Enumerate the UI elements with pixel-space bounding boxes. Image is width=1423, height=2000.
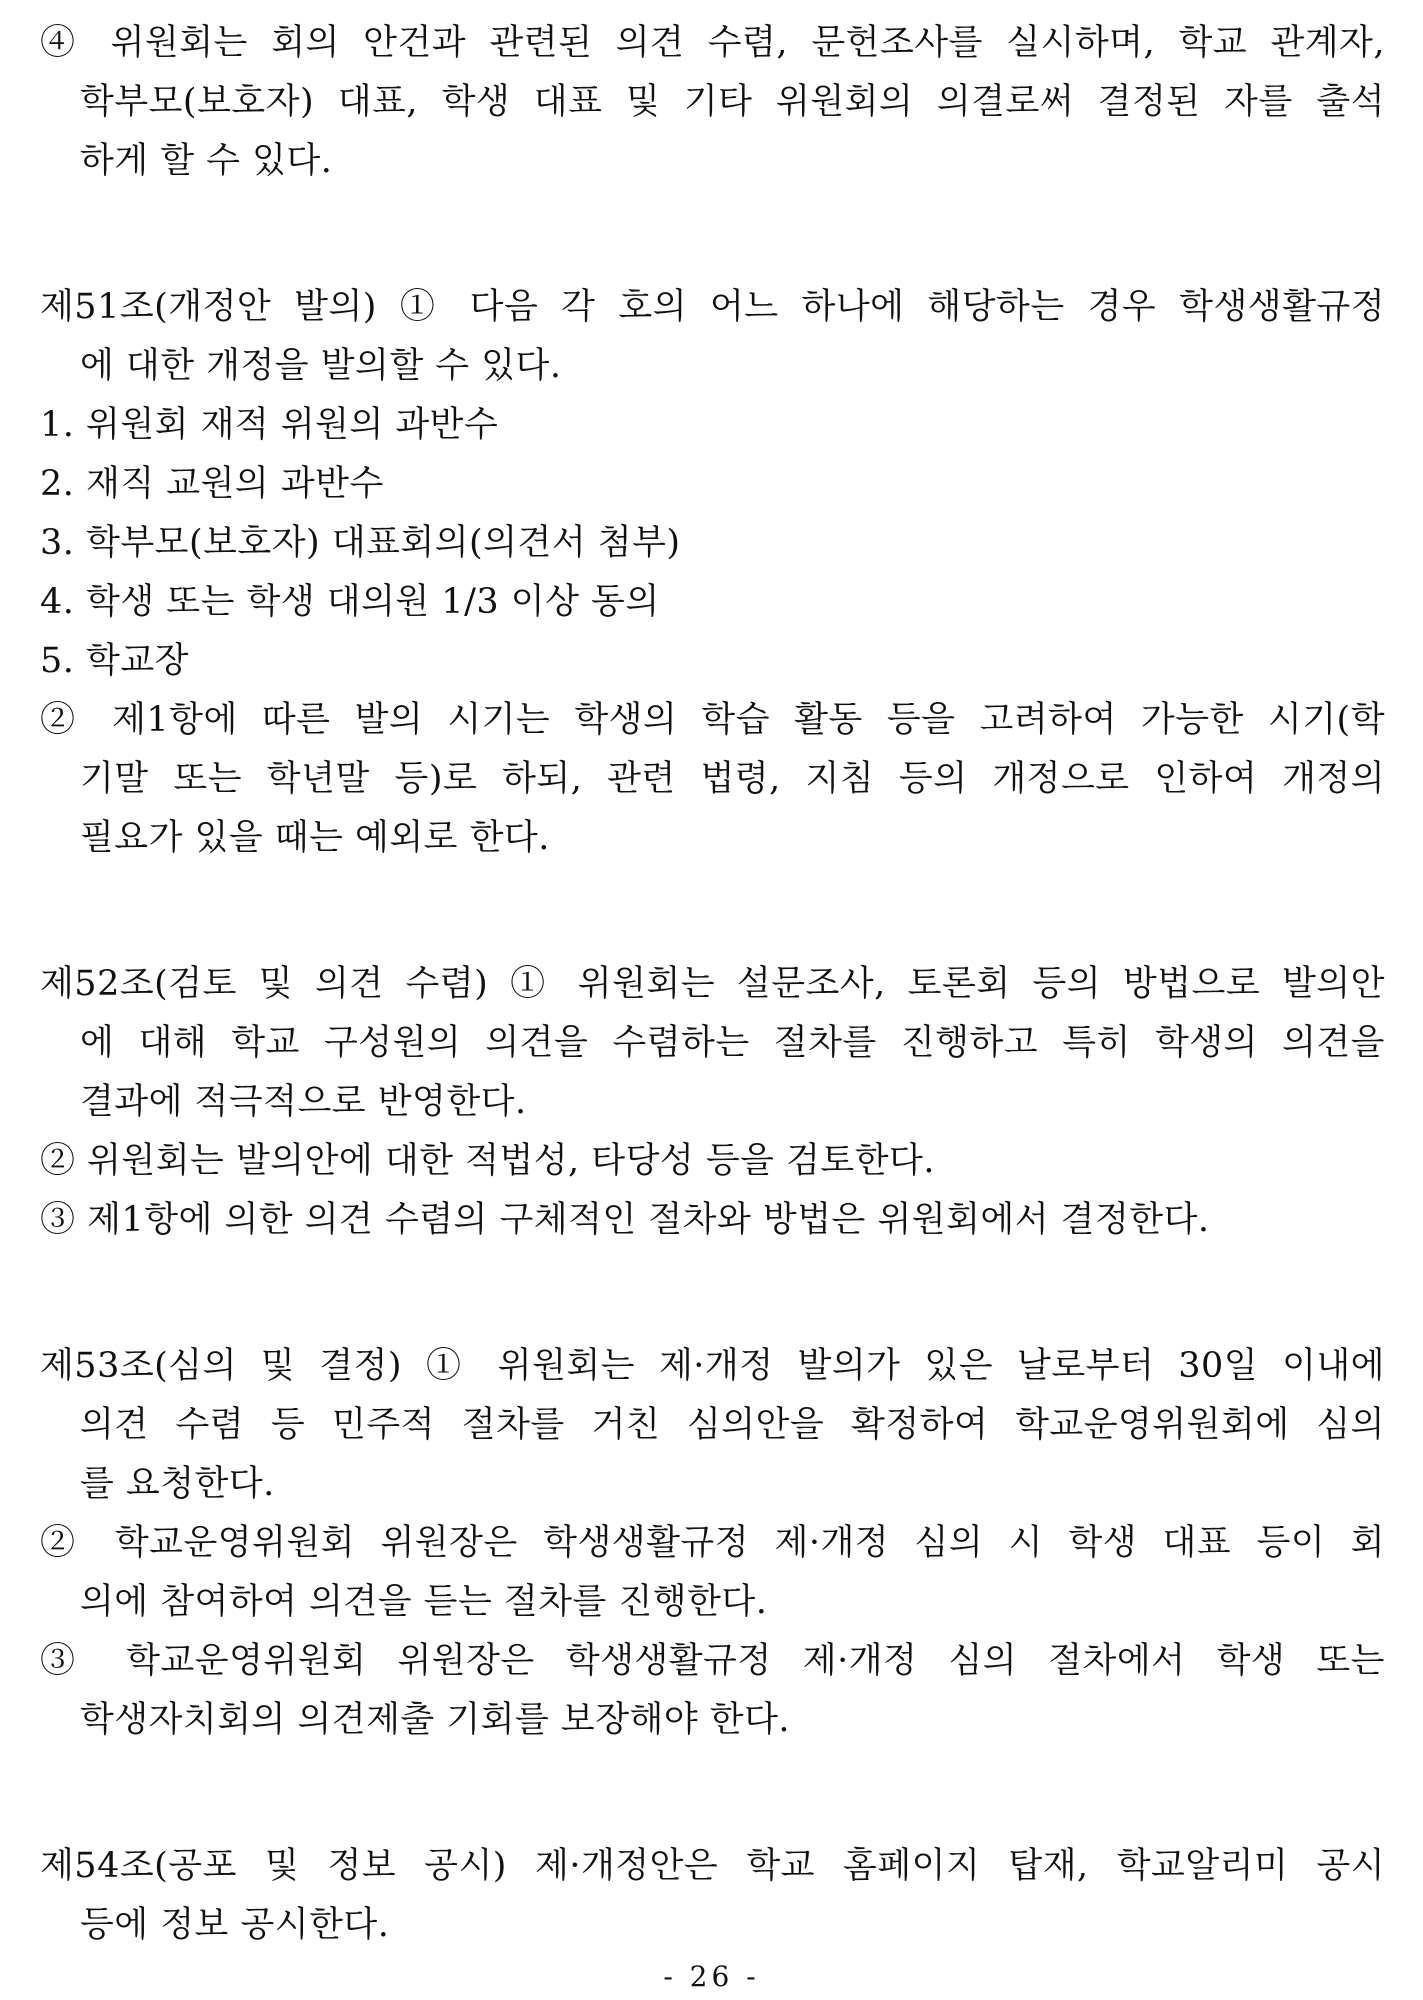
text-line: ② 위원회는 발의안에 대한 적법성, 타당성 등을 검토한다. bbox=[40, 1141, 935, 1181]
text-line: 필요가 있을 때는 예외로 한다. bbox=[80, 818, 550, 858]
article-53 bbox=[40, 1337, 1385, 1750]
text-line: ③ 학교운영위원회 위원장은 학생생활규정 제·개정 심의 절차에서 학생 또는 bbox=[40, 1641, 1385, 1681]
text-line: 에 대해 학교 구성원의 의견을 수렴하는 절차를 진행하고 특히 학생의 의견을 bbox=[80, 1023, 1385, 1063]
article-50-item-4 bbox=[40, 14, 1385, 191]
section-gap bbox=[40, 1750, 1385, 1837]
document-page bbox=[40, 14, 1385, 1955]
text-line: 등에 정보 공시한다. bbox=[80, 1905, 390, 1945]
list-item: 3. 학부모(보호자) 대표회의(의견서 첨부) bbox=[40, 523, 681, 563]
text-line: 를 요청한다. bbox=[80, 1464, 275, 1504]
text-line: 에 대한 개정을 발의할 수 있다. bbox=[80, 346, 562, 386]
text-line: 결과에 적극적으로 반영한다. bbox=[80, 1082, 527, 1122]
section-gap bbox=[40, 1250, 1385, 1337]
article-heading: 제52조(검토 및 의견 수렴) ① 위원회는 설문조사, 토론회 등의 방법으로 발의안 bbox=[40, 964, 1385, 1004]
text-line: ③ 제1항에 의한 의견 수렴의 구체적인 절차와 방법은 위원회에서 결정한다. bbox=[40, 1200, 1210, 1240]
article-heading: 제54조(공포 및 정보 공시) 제·개정안은 학교 홈페이지 탑재, 학교알리미 공시 bbox=[40, 1846, 1385, 1886]
text-line: 기말 또는 학년말 등)로 하되, 관련 법령, 지침 등의 개정으로 인하여 개정의 bbox=[80, 759, 1385, 799]
list-item: 2. 재직 교원의 과반수 bbox=[40, 464, 384, 504]
text-line: 의견 수렴 등 민주적 절차를 거친 심의안을 확정하여 학교운영위원회에 심의 bbox=[80, 1405, 1385, 1445]
text-line: ② 학교운영위원회 위원장은 학생생활규정 제·개정 심의 시 학생 대표 등이 회 bbox=[40, 1523, 1385, 1563]
list-item: 5. 학교장 bbox=[40, 641, 189, 681]
text-line: 학부모(보호자) 대표, 학생 대표 및 기타 위원회의 의결로써 결정된 자를 출석 bbox=[80, 82, 1385, 122]
text-line: 하게 할 수 있다. bbox=[80, 141, 333, 181]
text-line: 학생자치회의 의견제출 기회를 보장해야 한다. bbox=[80, 1700, 791, 1740]
section-gap bbox=[40, 868, 1385, 955]
text-line: ④ 위원회는 회의 안건과 관련된 의견 수렴, 문헌조사를 실시하며, 학교 관계자, bbox=[40, 23, 1385, 63]
text-line: 의에 참여하여 의견을 듣는 절차를 진행한다. bbox=[80, 1582, 768, 1622]
list-item: 1. 위원회 재적 위원의 과반수 bbox=[40, 405, 499, 445]
article-51 bbox=[40, 278, 1385, 868]
article-52 bbox=[40, 955, 1385, 1250]
list-item: 4. 학생 또는 학생 대의원 1/3 이상 동의 bbox=[40, 582, 660, 622]
article-heading: 제51조(개정안 발의) ① 다음 각 호의 어느 하나에 해당하는 경우 학생생활규정 bbox=[40, 287, 1385, 327]
text-line: ② 제1항에 따른 발의 시기는 학생의 학습 활동 등을 고려하여 가능한 시기(학 bbox=[40, 700, 1385, 740]
section-gap bbox=[40, 191, 1385, 278]
page-number: - 26 - bbox=[663, 1960, 760, 1993]
article-54 bbox=[40, 1837, 1385, 1955]
article-heading: 제53조(심의 및 결정) ① 위원회는 제·개정 발의가 있은 날로부터 30일 이내에 bbox=[40, 1346, 1385, 1386]
